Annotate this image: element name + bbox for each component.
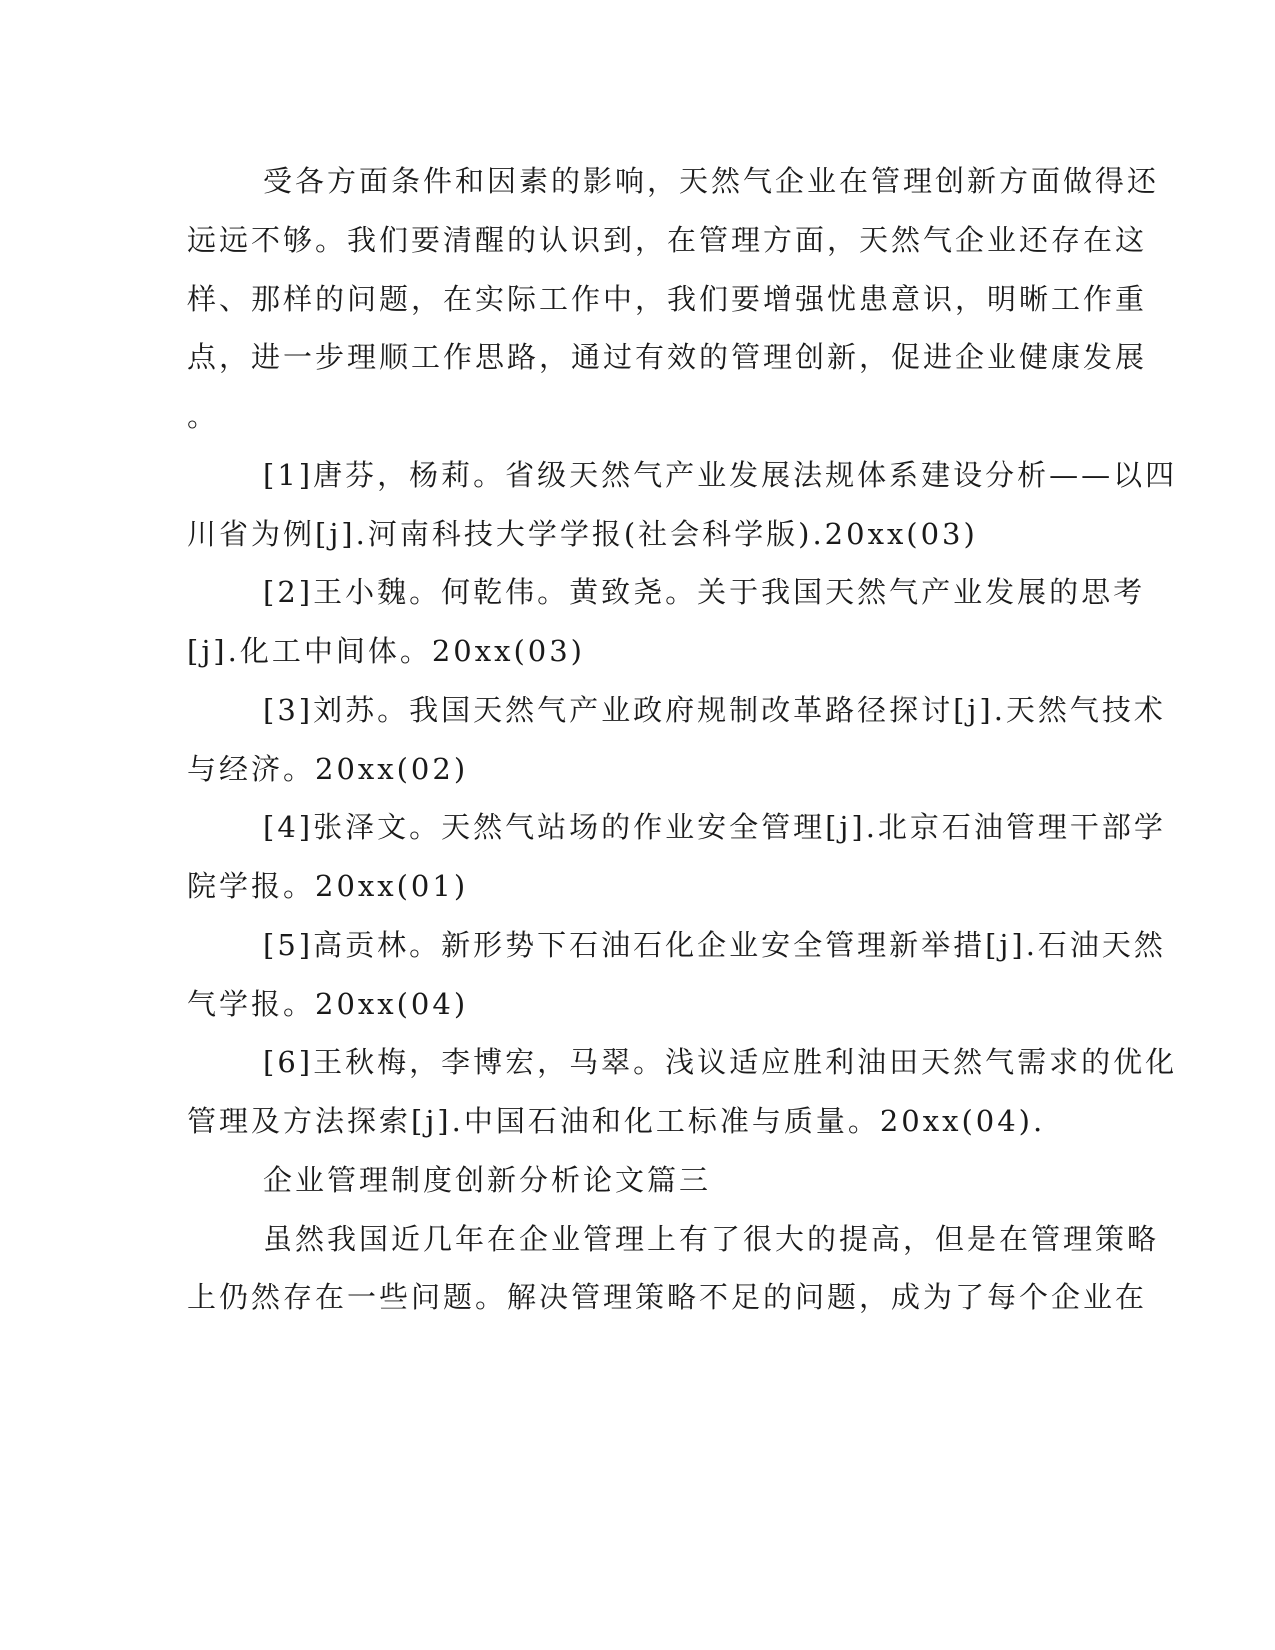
section-title: 企业管理制度创新分析论文篇三 <box>263 1163 712 1197</box>
reference-3-line-2: 与经济。20xx(02) <box>187 752 469 786</box>
reference-4-line-1: [4]张泽文。天然气站场的作业安全管理[j].北京石油管理干部学 <box>263 810 1166 844</box>
reference-5-line-2: 气学报。20xx(04) <box>187 987 469 1021</box>
reference-4-line-2: 院学报。20xx(01) <box>187 869 469 903</box>
reference-2-line-2: [j].化工中间体。20xx(03) <box>187 634 585 668</box>
reference-5-line-1: [5]高贡林。新形势下石油石化企业安全管理新举措[j].石油天然 <box>263 928 1166 962</box>
paragraph-1-line-3: 样、那样的问题，在实际工作中，我们要增强忧患意识，明晰工作重 <box>187 282 1148 316</box>
reference-2-line-1: [2]王小魏。何乾伟。黄致尧。关于我国天然气产业发展的思考 <box>263 575 1146 609</box>
reference-1-line-1: [1]唐芬，杨莉。省级天然气产业发展法规体系建设分析——以四 <box>263 458 1178 492</box>
reference-6-line-2: 管理及方法探索[j].中国石油和化工标准与质量。20xx(04). <box>187 1104 1046 1138</box>
reference-1-line-2: 川省为例[j].河南科技大学学报(社会科学版).20xx(03) <box>187 517 978 551</box>
paragraph-1-line-5: 。 <box>187 399 220 433</box>
paragraph-1-line-1: 受各方面条件和因素的影响，天然气企业在管理创新方面做得还 <box>263 164 1160 198</box>
paragraph-1-line-2: 远远不够。我们要清醒的认识到，在管理方面，天然气企业还存在这 <box>187 223 1148 257</box>
paragraph-2-line-2: 上仍然存在一些问题。解决管理策略不足的问题，成为了每个企业在 <box>187 1280 1148 1314</box>
reference-6-line-1: [6]王秋梅，李博宏，马翠。浅议适应胜利油田天然气需求的优化 <box>263 1045 1178 1079</box>
paragraph-1-line-4: 点，进一步理顺工作思路，通过有效的管理创新，促进企业健康发展 <box>187 340 1148 374</box>
reference-3-line-1: [3]刘苏。我国天然气产业政府规制改革路径探讨[j].天然气技术 <box>263 693 1166 727</box>
paragraph-2-line-1: 虽然我国近几年在企业管理上有了很大的提高，但是在管理策略 <box>263 1222 1160 1256</box>
